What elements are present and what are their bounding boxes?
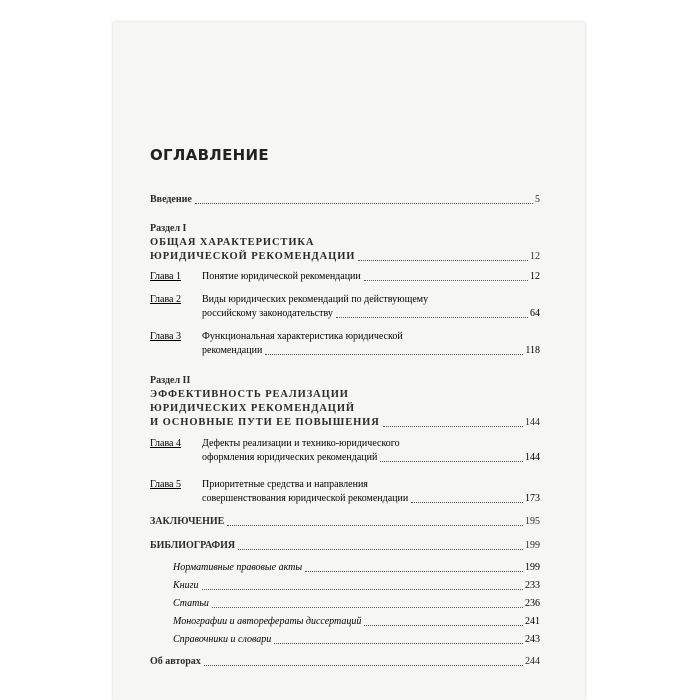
leader-dots [204,665,523,666]
chapter-5-title-line2: совершенствования юридической рекомендации [202,493,409,504]
chapter-4-page: 144 [525,452,540,463]
intro-label: Введение [150,194,192,205]
leader-dots [364,625,523,626]
conclusion-label: ЗАКЛЮЧЕНИЕ [150,516,225,527]
section-1-label: Раздел I [150,223,187,234]
leader-dots [212,607,523,608]
chapter-4-title-line2: оформления юридических рекомендаций [202,452,378,463]
section-2-title-line1: ЭФФЕКТИВНОСТЬ РЕАЛИЗАЦИИ [150,389,349,400]
bibliography-item-label: Справочники и словари [173,634,272,645]
bibliography-item-page: 236 [525,598,540,609]
toc-entry-authors [150,655,540,669]
chapter-3-page: 118 [525,345,540,356]
leader-dots [195,203,533,204]
section-1-heading [150,222,540,264]
leader-dots [411,502,523,503]
section-2-title-line3: И ОСНОВНЫЕ ПУТИ ЕЕ ПОВЫШЕНИЯ [150,417,380,428]
bibliography-item-label: Статьи [173,598,209,609]
leader-dots [274,643,523,644]
bibliography-label: БИБЛИОГРАФИЯ [150,540,236,551]
leader-dots [227,525,523,526]
bibliography-item-label: Монографии и авторефераты диссертаций [173,616,362,627]
chapter-3 [150,330,540,358]
bibliography-item [173,597,540,611]
chapter-2-title-line2: российскому законодательству [202,308,333,319]
toc-entry-bibliography [150,539,540,553]
chapter-2-label: Глава 2 [150,294,181,305]
bibliography-item-label: Нормативные правовые акты [173,562,303,573]
section-1-title-line1: ОБЩАЯ ХАРАКТЕРИСТИКА [150,237,315,248]
chapter-4-label: Глава 4 [150,438,181,449]
bibliography-item [173,615,540,629]
section-2-label: Раздел II [150,375,191,386]
chapter-2 [150,293,540,321]
intro-page: 5 [535,194,540,205]
conclusion-page: 195 [525,516,540,527]
authors-page: 244 [525,656,540,667]
leader-dots [265,354,523,355]
bibliography-item [173,633,540,647]
leader-dots [383,426,523,427]
authors-label: Об авторах [150,656,201,667]
leader-dots [364,280,528,281]
bibliography-item-page: 241 [525,616,540,627]
bibliography-item [173,561,540,575]
chapter-5-title-line1: Приоритетные средства и направления [202,479,368,490]
chapter-3-title-line2: рекомендации [202,345,263,356]
toc-title: ОГЛАВЛЕНИЕ [150,146,269,164]
leader-dots [336,317,528,318]
chapter-1-title: Понятие юридической рекомендации [202,271,361,282]
section-2-page: 144 [525,417,540,428]
bibliography-item-page: 199 [525,562,540,573]
leader-dots [358,260,528,261]
bibliography-item-label: Книги [173,580,199,591]
bibliography-item [173,579,540,593]
section-1-page: 12 [530,251,540,262]
leader-dots [380,461,523,462]
chapter-3-label: Глава 3 [150,331,181,342]
chapter-2-page: 64 [530,308,540,319]
chapter-2-title-line1: Виды юридических рекомендаций по действующему [202,294,429,305]
section-2-title-line2: ЮРИДИЧЕСКИХ РЕКОМЕНДАЦИЙ [150,403,356,414]
bibliography-page: 199 [525,540,540,551]
chapter-3-title-line1: Функциональная характеристика юридической [202,331,403,342]
chapter-5 [150,478,540,506]
chapter-4-title-line1: Дефекты реализации и технико-юридического [202,438,400,449]
bibliography-item-page: 233 [525,580,540,591]
section-2-heading [150,374,540,430]
chapter-5-label: Глава 5 [150,479,181,490]
chapter-5-page: 173 [525,493,540,504]
leader-dots [202,589,523,590]
chapter-4 [150,437,540,465]
toc-entry-intro [150,193,540,207]
toc-entry-conclusion [150,515,540,529]
leader-dots [305,571,523,572]
leader-dots [238,549,523,550]
bibliography-item-page: 243 [525,634,540,645]
chapter-1-page: 12 [530,271,540,282]
section-1-title-line2: ЮРИДИЧЕСКОЙ РЕКОМЕНДАЦИИ [150,251,356,262]
chapter-1 [150,270,540,284]
chapter-1-label: Глава 1 [150,271,181,282]
